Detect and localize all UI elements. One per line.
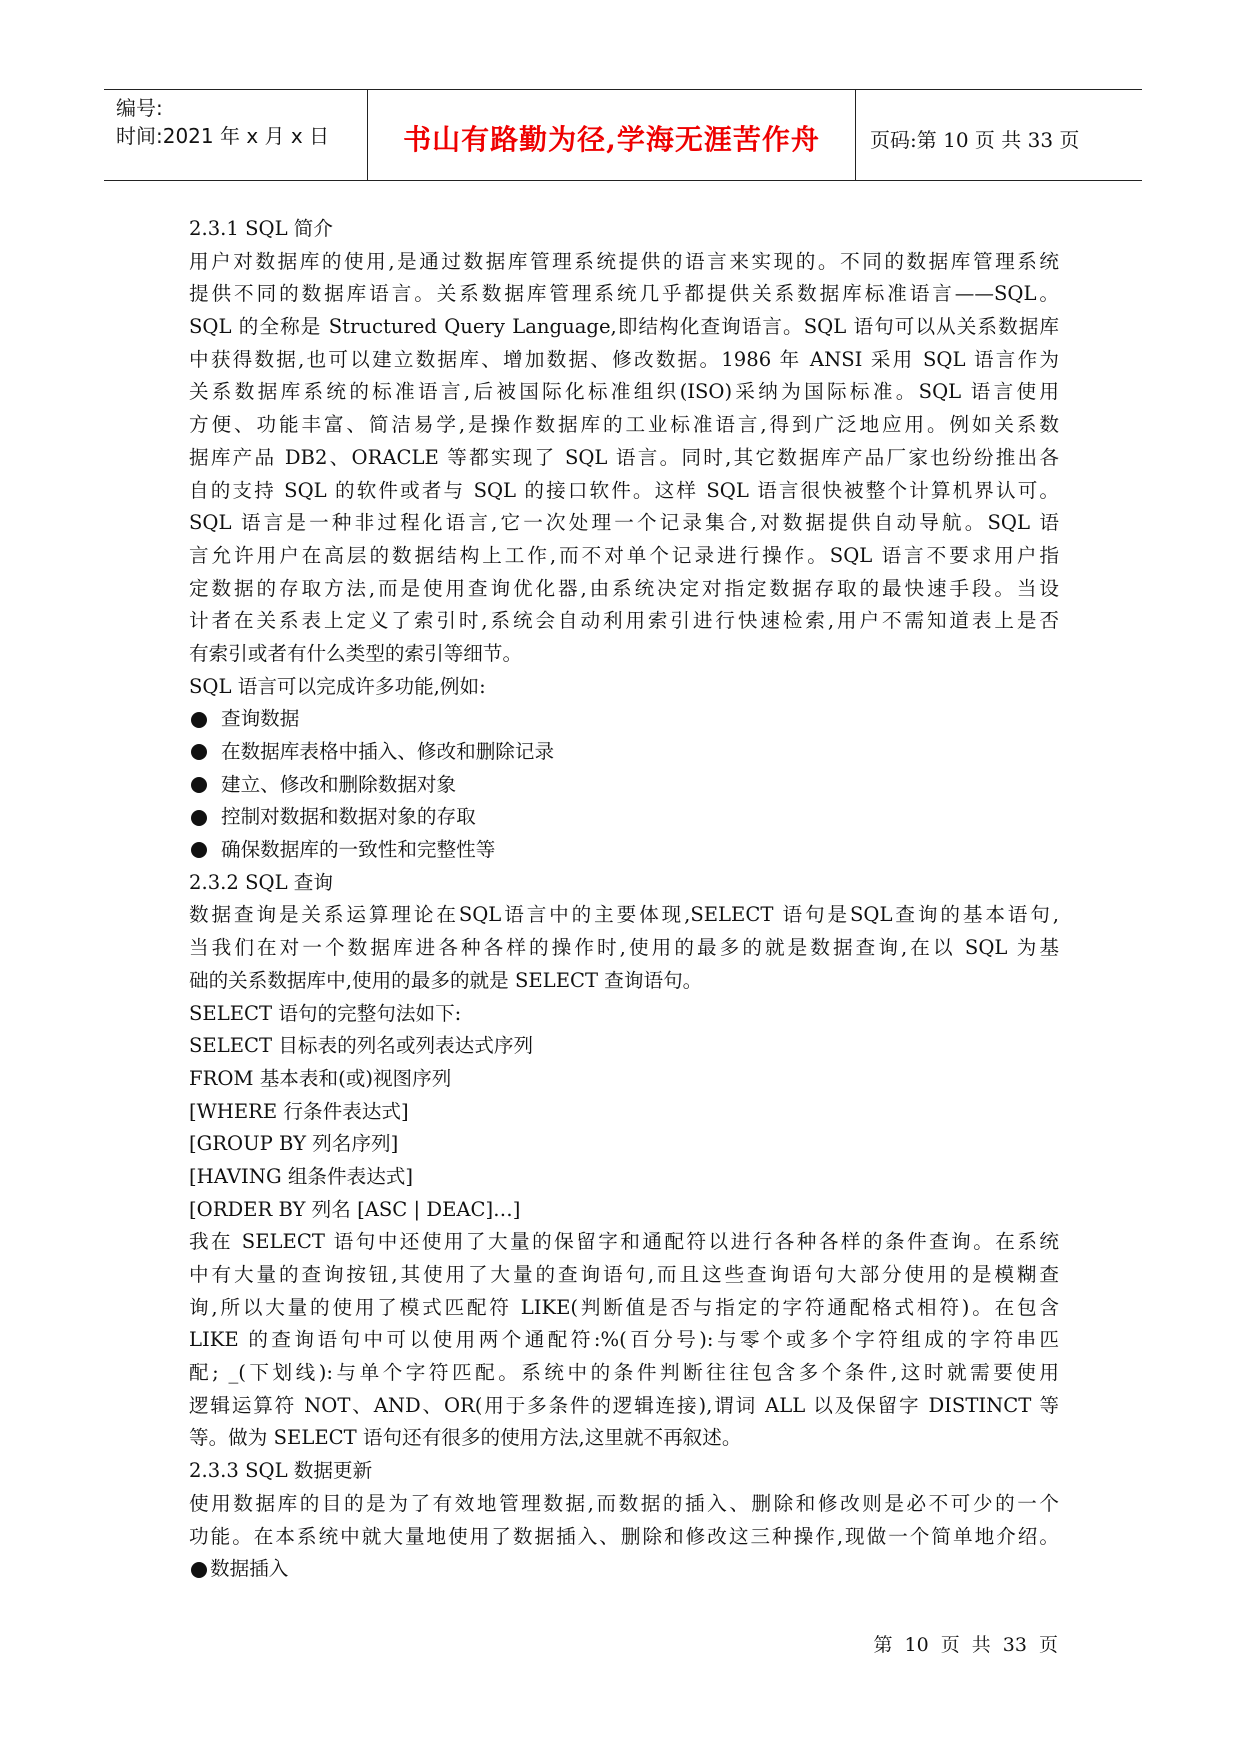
body-text-line: 计者在关系表上定义了索引时,系统会自动利用索引进行快速检索,用户不需知道表上是否 <box>189 609 1059 633</box>
header-motto-cell <box>368 90 856 180</box>
body-text-line: SQL 语言是一种非过程化语言,它一次处理一个记录集合,对数据提供自动导航。SQL 语 <box>189 511 1059 535</box>
body-text-line: 当我们在对一个数据库进各种各样的操作时,使用的最多的就是数据查询,在以 SQL 为基 <box>189 936 1059 960</box>
body-text-line: SELECT 语句的完整句法如下: <box>189 1001 462 1025</box>
bullet-dot-icon <box>191 842 207 858</box>
page-footer: 第 10 页 共 33 页 <box>873 1634 1058 1656</box>
header-motto: 书山有路勤为径,学海无涯苦作舟 <box>403 123 820 156</box>
body-text-line: [WHERE 行条件表达式] <box>189 1099 409 1123</box>
body-text-line: 言允许用户在高层的数据结构上工作,而不对单个记录进行操作。SQL 语言不要求用户指 <box>189 543 1059 567</box>
bullet-dot-icon <box>191 712 207 728</box>
body-text-line: 定数据的存取方法,而是使用查询优化器,由系统决定对指定数据存取的最快速手段。当设 <box>189 576 1059 600</box>
document-number-label: 编号: <box>116 96 163 120</box>
body-text-line: 提供不同的数据库语言。关系数据库管理系统几乎都提供关系数据库标准语言——SQL。 <box>189 282 1059 306</box>
body-text-line: 关系数据库系统的标准语言,后被国际化标准组织(ISO)采纳为国际标准。SQL 语言使用 <box>189 380 1059 404</box>
bullet-dot-icon <box>191 810 207 826</box>
header-info-cell <box>104 90 368 180</box>
section-heading: 2.3.3 SQL 数据更新 <box>189 1459 373 1483</box>
body-text-line: 中获得数据,也可以建立数据库、增加数据、修改数据。1986 年 ANSI 采用 SQL 语言作为 <box>189 347 1059 371</box>
bullet-item <box>189 769 1059 802</box>
section-heading: 2.3.1 SQL 简介 <box>189 217 333 240</box>
body-text-line: 用户对数据库的使用,是通过数据库管理系统提供的语言来实现的。不同的数据库管理系统 <box>189 249 1059 273</box>
bullet-text: 确保数据库的一致性和完整性等 <box>221 838 496 862</box>
body-text-line: [HAVING 组条件表达式] <box>189 1164 414 1188</box>
bullet-item <box>189 703 1059 736</box>
body-text-line: SELECT 目标表的列名或列表达式序列 <box>189 1034 534 1058</box>
body-text-line: 有索引或者有什么类型的索引等细节。 <box>189 641 523 665</box>
body-text-line: 中有大量的查询按钮,其使用了大量的查询语句,而且这些查询语句大部分使用的是模糊查 <box>189 1263 1059 1286</box>
body-text-line: 础的关系数据库中,使用的最多的就是 SELECT 查询语句。 <box>189 968 703 992</box>
header-page-number: 页码:第 10 页 共 33 页 <box>870 128 1080 152</box>
bullet-text: 建立、修改和删除数据对象 <box>221 772 457 796</box>
body-text-line: 我在 SELECT 语句中还使用了大量的保留字和通配符以进行各种各样的条件查询。在系统 <box>189 1230 1059 1254</box>
header-page-cell <box>856 90 1142 180</box>
body-text-line: 等。做为 SELECT 语句还有很多的使用方法,这里就不再叙述。 <box>189 1426 742 1450</box>
bullet-text: 在数据库表格中插入、修改和删除记录 <box>221 740 555 763</box>
body-text-line: 功能。在本系统中就大量地使用了数据插入、删除和修改这三种操作,现做一个简单地介绍。 <box>189 1524 1059 1548</box>
body-text-line: 方便、功能丰富、简洁易学,是操作数据库的工业标准语言,得到广泛地应用。例如关系数 <box>189 413 1059 437</box>
document-time-label: 时间:2021 年 x 月 x 日 <box>116 124 330 148</box>
body-text-line: SQL 语言可以完成许多功能,例如: <box>189 674 486 698</box>
bullet-text: 数据插入 <box>210 1557 289 1581</box>
document-body <box>189 213 1059 1586</box>
bullet-text: 查询数据 <box>221 707 300 731</box>
body-text-line: 使用数据库的目的是为了有效地管理数据,而数据的插入、删除和修改则是必不可少的一个 <box>189 1491 1059 1515</box>
body-text-line: [ORDER BY 列名 [ASC | DEAC]…] <box>189 1197 521 1221</box>
section-heading: 2.3.2 SQL 查询 <box>189 870 333 894</box>
body-text-line: 据库产品 DB2、ORACLE 等都实现了 SQL 语言。同时,其它数据库产品厂家也纷纷推出各 <box>189 445 1059 469</box>
body-text-line: LIKE 的查询语句中可以使用两个通配符:%(百分号):与零个或多个字符组成的字符串匹 <box>189 1328 1059 1352</box>
body-text-line: FROM 基本表和(或)视图序列 <box>189 1066 452 1090</box>
bullet-item <box>189 736 1059 769</box>
bullet-dot-icon <box>191 777 207 793</box>
body-text-line: 配; _(下划线):与单个字符匹配。系统中的条件判断往往包含多个条件,这时就需要使用 <box>189 1361 1059 1385</box>
page-header <box>104 89 1142 181</box>
bullet-dot-icon <box>191 744 207 760</box>
body-text-line: SQL 的全称是 Structured Query Language,即结构化查询语言。SQL 语句可以从关系数据库 <box>189 315 1059 339</box>
bullet-item <box>189 834 1059 867</box>
body-text-line: 逻辑运算符 NOT、AND、OR(用于多条件的逻辑连接),谓词 ALL 以及保留字 DISTINCT 等 <box>189 1393 1059 1417</box>
bullet-dot-icon <box>191 1562 207 1578</box>
body-text-line: 询,所以大量的使用了模式匹配符 LIKE(判断值是否与指定的字符通配格式相符)。在包含 <box>189 1295 1059 1319</box>
bullet-item <box>189 1553 1059 1586</box>
bullet-text: 控制对数据和数据对象的存取 <box>221 805 476 829</box>
bullet-item <box>189 801 1059 834</box>
body-text-line: 数据查询是关系运算理论在SQL语言中的主要体现,SELECT 语句是SQL查询的基本语句, <box>189 903 1059 927</box>
body-text-line: [GROUP BY 列名序列] <box>189 1132 399 1156</box>
body-text-line: 自的支持 SQL 的软件或者与 SQL 的接口软件。这样 SQL 语言很快被整个计算机界认可。 <box>189 478 1059 502</box>
